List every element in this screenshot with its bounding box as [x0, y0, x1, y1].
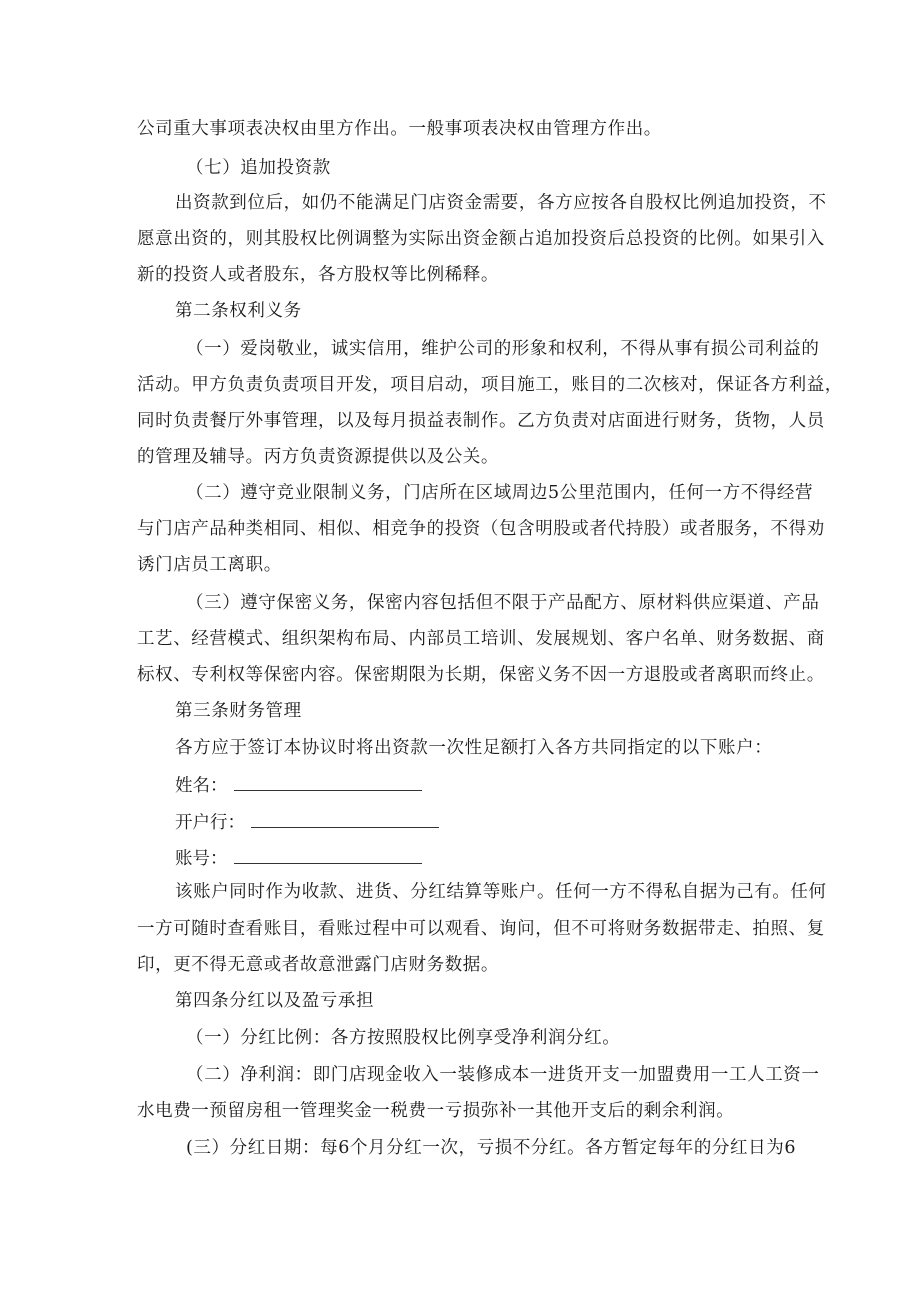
section-title-additional-investment: （七）追加投资款 — [186, 158, 331, 178]
paragraph-line: 水电费一预留房租一管理奖金一税费一亏损弥补一其他开支后的剩余利润。 — [137, 1101, 735, 1121]
paragraph-line: （二）遵守竞业限制义务，门店所在区域周边5公里范围内，任何一方不得经营 — [186, 483, 814, 503]
paragraph-line: 与门店产品种类相同、相似、相竞争的投资（包含明股或者代持股）或者服务，不得劝 — [137, 519, 825, 539]
article-title-rights-obligations: 第二条权利义务 — [175, 301, 302, 321]
paragraph-line: 同时负责餐厅外事管理，以及每月损益表制作。乙方负责对店面进行财务，货物，人员 — [137, 411, 825, 431]
article-title-financial-management: 第三条财务管理 — [175, 701, 302, 721]
paragraph-line: 各方应于签订本协议时将出资款一次性足额打入各方共同指定的以下账户： — [175, 738, 773, 758]
paragraph-line: 工艺、经营模式、组织架构布局、内部员工培训、发展规划、客户名单、财务数据、商 — [137, 629, 825, 649]
paragraph-line: 标权、专利权等保密内容。保密期限为长期，保密义务不因一方退股或者离职而终止。 — [137, 665, 825, 685]
account-number-label: 账号： — [175, 849, 228, 869]
paragraph-line: 印，更不得无意或者故意泄露门店财务数据。 — [137, 955, 499, 975]
account-number-blank — [234, 847, 422, 864]
paragraph-line: 愿意出资的，则其股权比例调整为实际出资金额占追加投资后总投资的比例。如果引入 — [137, 229, 825, 249]
account-name-blank — [234, 774, 422, 791]
account-number-field — [175, 847, 422, 870]
bank-label: 开户行： — [175, 813, 245, 833]
bank-field — [175, 811, 439, 834]
paragraph-line: 诱门店员工离职。 — [137, 555, 282, 575]
paragraph-line: 的管理及辅导。丙方负责资源提供以及公关。 — [137, 447, 499, 467]
paragraph-line: (三）分红日期：每6个月分红一次，亏损不分红。各方暂定每年的分红日为6 — [186, 1138, 797, 1158]
account-name-field — [175, 774, 422, 797]
paragraph-line: （一）爱岗敬业，诚实信用，维护公司的形象和权利，不得从事有损公司利益的 — [186, 339, 820, 359]
paragraph-line: 新的投资人或者股东，各方股权等比例稀释。 — [137, 265, 499, 285]
paragraph-line: 活动。甲方负责负责项目开发，项目启动，项目施工，账目的二次核对，保证各方利益， — [137, 375, 843, 395]
paragraph-line: （三）遵守保密义务，保密内容包括但不限于产品配方、原材料供应渠道、产品 — [186, 593, 820, 613]
article-title-dividends: 第四条分红以及盈亏承担 — [175, 991, 375, 1011]
paragraph-line: 一方可随时查看账目，看账过程中可以观看、询问，但不可将财务数据带走、拍照、复 — [137, 919, 825, 939]
paragraph-line: 出资款到位后，如仍不能满足门店资金需要，各方应按各自股权比例追加投资，不 — [175, 193, 827, 213]
paragraph-line: （一）分红比例：各方按照股权比例享受净利润分红。 — [186, 1028, 621, 1048]
paragraph-line: 该账户同时作为收款、进货、分红结算等账户。任何一方不得私自据为己有。任何 — [175, 882, 827, 902]
account-name-label: 姓名： — [175, 776, 228, 796]
paragraph-line: （二）净利润：即门店现金收入一装修成本一进货开支一加盟费用一工人工资一 — [186, 1065, 820, 1085]
paragraph-line: 公司重大事项表决权由里方作出。一般事项表决权由管理方作出。 — [137, 119, 662, 139]
bank-blank — [251, 811, 439, 828]
